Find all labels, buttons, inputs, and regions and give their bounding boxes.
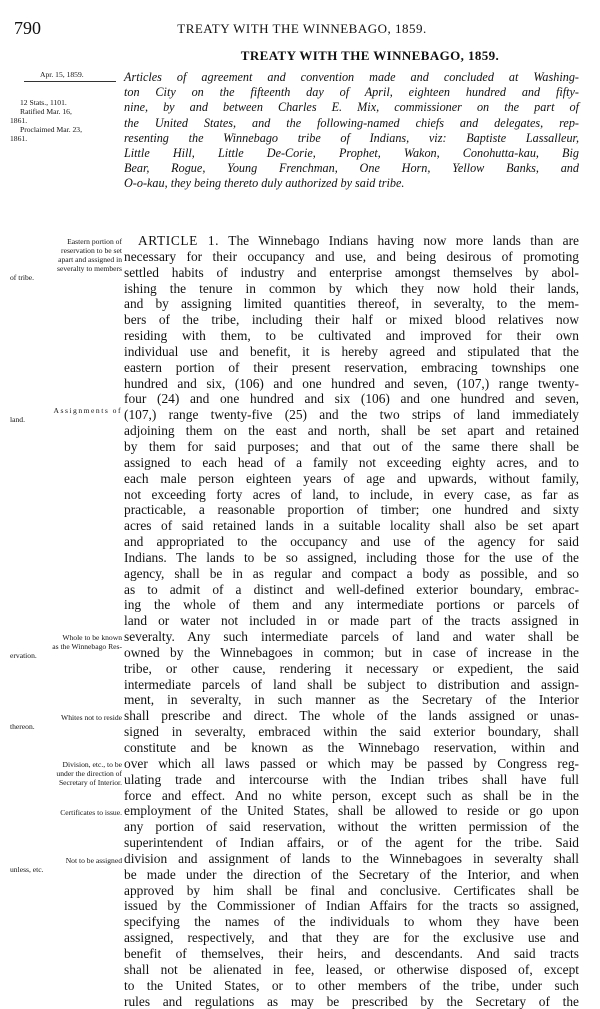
sidenote-line: reservation to be set xyxy=(10,246,122,255)
sidenote-eastern-portion xyxy=(10,237,122,282)
article-line: practicable, a reasonable proportion of timber; one hundred and sixty xyxy=(124,502,579,518)
running-head xyxy=(14,18,590,38)
article-line: assigned to each head of a family not exceeding eighty acres, and to xyxy=(124,455,579,471)
article-line: as to admit of a distinct and well-defined exterior boundary, embrac- xyxy=(124,582,579,598)
article-line: eastern portion of their present reservation, embracing townships one xyxy=(124,360,579,376)
article-line: four (24) and one hundred and six (106) and one hundred and seven, xyxy=(124,391,579,407)
article-line: be made under the direction of the Secretary of the Interior, and when xyxy=(124,867,579,883)
article-line: and by assigning limited quantities thereof, in severalty, to the mem- xyxy=(124,296,579,312)
article-line: (107,) range twenty-five (25) and the two strips of land immediately xyxy=(124,407,579,423)
article-line: Indians. The lands to be so assigned, including those for the use of the xyxy=(124,550,579,566)
article-line: shall not be alienated in fee, leased, or otherwise disposed of, except xyxy=(124,962,579,978)
sidenote-line: under the direction of xyxy=(10,769,122,778)
sidenote-statutes xyxy=(10,98,122,143)
article-line: each male person eighteen years of age and upwards, without family, xyxy=(124,471,579,487)
sidenote-division xyxy=(10,760,122,787)
sidenote-line: Not to be assigned xyxy=(10,856,122,865)
article-line: specifying the names of the individuals to whom they have been xyxy=(124,914,579,930)
preamble-line: resenting the Winnebago tribe of Indians, viz: Baptiste Lassalleur, xyxy=(124,131,579,146)
sidenote-line: 12 Stats., 1101. xyxy=(10,98,122,107)
article-line: shall prescribe and direct. The whole of the lands assigned or unas- xyxy=(124,708,579,724)
article-line: over which all laws passed or which may be passed by Congress reg- xyxy=(124,756,579,772)
article-line: necessary for their occupancy and use, and being desirous of promoting xyxy=(124,249,579,265)
sidenote-line: of tribe. xyxy=(10,273,122,282)
sidenote-whites-not xyxy=(10,713,122,731)
article-line: ment, in severalty, in such manner as the Secretary of the Interior xyxy=(124,692,579,708)
article-line: bers of the tribe, including their half or mixed blood relatives now xyxy=(124,312,579,328)
article-line: severalty. Any such intermediate parcels of land and water shall be xyxy=(124,629,579,645)
sidenote-date: Apr. 15, 1859. xyxy=(40,70,122,79)
sidenote-line: Whole to be known xyxy=(10,633,122,642)
article-line: agency, shall be in as regular and compact a body as possible, and so xyxy=(124,566,579,582)
article-line: constitute and be known as the Winnebago reservation, within and xyxy=(124,740,579,756)
sidenote-line: severalty to members xyxy=(10,264,122,273)
sidenote-line: Proclaimed Mar. 23, xyxy=(10,125,122,134)
sidenote-rule xyxy=(24,81,116,82)
article-line: signed in severalty, embraced within the said exterior boundary, shall xyxy=(124,724,579,740)
article-line: residing with them, to be cultivated and improved for their own xyxy=(124,328,579,344)
sidenote-line: land. xyxy=(10,415,122,424)
sidenote-line: ervation. xyxy=(10,651,122,660)
preamble-line: ton City on the fifteenth day of April, eighteen hundred and fifty- xyxy=(124,85,579,100)
sidenote-line: Secretary of Interior. xyxy=(10,778,122,787)
article-line: rules and regulations as may be prescribed by the Secretary of the xyxy=(124,994,579,1009)
sidenote-line: as the Winnebago Res- xyxy=(10,642,122,651)
sidenote-line: unless, etc. xyxy=(10,865,122,874)
article-line: settled habits of industry and enterprise amongst themselves by abol- xyxy=(124,265,579,281)
article-line: approved by him shall be final and conclusive. Certificates shall be xyxy=(124,883,579,899)
article-line: by them for said purposes; and that out of the same there shall be xyxy=(124,439,579,455)
article-line: employment of the United States, shall be allowed to reside or go upon xyxy=(124,803,579,819)
article-line: benefit of themselves, their heirs, and descendants. And said tracts xyxy=(124,946,579,962)
article-first-line xyxy=(124,233,579,249)
preamble-line: nine, by and between Charles E. Mix, commissioner on the part of xyxy=(124,100,579,115)
article-line: acres of said retained lands in a suitable locality shall also be set apart xyxy=(124,518,579,534)
preamble-line: the United States, and the following-named chiefs and delegates, rep- xyxy=(124,116,579,131)
article-line: assigned, respectively, and that they are for the exclusive use and xyxy=(124,930,579,946)
article-line: tribe, or other cause, rendering it necessary or expedient, the said xyxy=(124,661,579,677)
sidenote-line: apart and assigned in xyxy=(10,255,122,264)
article-line: division and assignment of lands to the Winnebagoes in severalty shall xyxy=(124,851,579,867)
sidenote-certificates xyxy=(10,808,122,817)
preamble-line: Articles of agreement and convention made and concluded at Washing- xyxy=(124,70,579,85)
article-1-body xyxy=(124,233,579,1009)
preamble-line: O-o-kau, they being thereto duly authorized by said tribe. xyxy=(124,176,579,191)
sidenote-line: Assignments of xyxy=(10,406,122,415)
page-number: 790 xyxy=(14,18,41,39)
preamble xyxy=(124,70,579,192)
sidenote-assignments xyxy=(10,406,122,424)
article-line: hundred and six, (106) and one hundred and seven, (107,) range twenty- xyxy=(124,376,579,392)
article-line: superintendent of Indian affairs, or of the agent for the tribe. Said xyxy=(124,835,579,851)
article-line: and appropriated to the occupancy and use of the agency for said xyxy=(124,534,579,550)
preamble-line: Bear, Rogue, Young Frenchman, One Horn, Yellow Banks, and xyxy=(124,161,579,176)
sidenote-whole-known xyxy=(10,633,122,660)
preamble-line: Little Hill, Little De-Corie, Prophet, Wakon, Conohutta-kau, Big xyxy=(124,146,579,161)
article-line: land or water not included in or made part of the tracts assigned in xyxy=(124,613,579,629)
sidenote-line: thereon. xyxy=(10,722,122,731)
article-line: individual use and benefit, it is hereby agreed and stipulated that the xyxy=(124,344,579,360)
article-line: ulating trade and intercourse with the Indian tribes shall have full xyxy=(124,772,579,788)
article-line: force and effect. And no white person, except such as shall be in the xyxy=(124,788,579,804)
article-line: issued by the Commissioner of Indian Affairs for the tracts so assigned, xyxy=(124,898,579,914)
sidenote-not-assigned xyxy=(10,856,122,874)
article-label: ARTICLE 1. xyxy=(138,233,219,248)
article-line: adjoining them on the east and north, shall be set apart and retained xyxy=(124,423,579,439)
article-first-line-text: The Winnebago Indians having now more lands than are xyxy=(228,233,579,248)
sidenote-line: 1861. xyxy=(10,116,122,125)
sidenote-line: 1861. xyxy=(10,134,122,143)
article-line: not exceeding forty acres of land, to include, in every case, as far as xyxy=(124,487,579,503)
treaty-title: TREATY WITH THE WINNEBAGO, 1859. xyxy=(150,48,590,64)
article-line: to the United States, or to other members of the tribe, under such xyxy=(124,978,579,994)
article-line: owned by the Winnebagoes in common; but in case of increase in the xyxy=(124,645,579,661)
article-line: any portion of said reservation, without the written permission of the xyxy=(124,819,579,835)
running-title: TREATY WITH THE WINNEBAGO, 1859. xyxy=(14,21,590,37)
article-line: ishing the tenure in common by which they now hold their lands, xyxy=(124,281,579,297)
article-line: ing the whole of them and any intermediate portions or parcels of xyxy=(124,597,579,613)
article-line: intermediate parcels of land shall be subject to distribution and assign- xyxy=(124,677,579,693)
sidenote-line: Division, etc., to be xyxy=(10,760,122,769)
sidenote-line: Certificates to issue. xyxy=(10,808,122,817)
sidenote-line: Ratified Mar. 16, xyxy=(10,107,122,116)
sidenote-line: Whites not to reside xyxy=(10,713,122,722)
sidenote-line: Eastern portion of xyxy=(10,237,122,246)
